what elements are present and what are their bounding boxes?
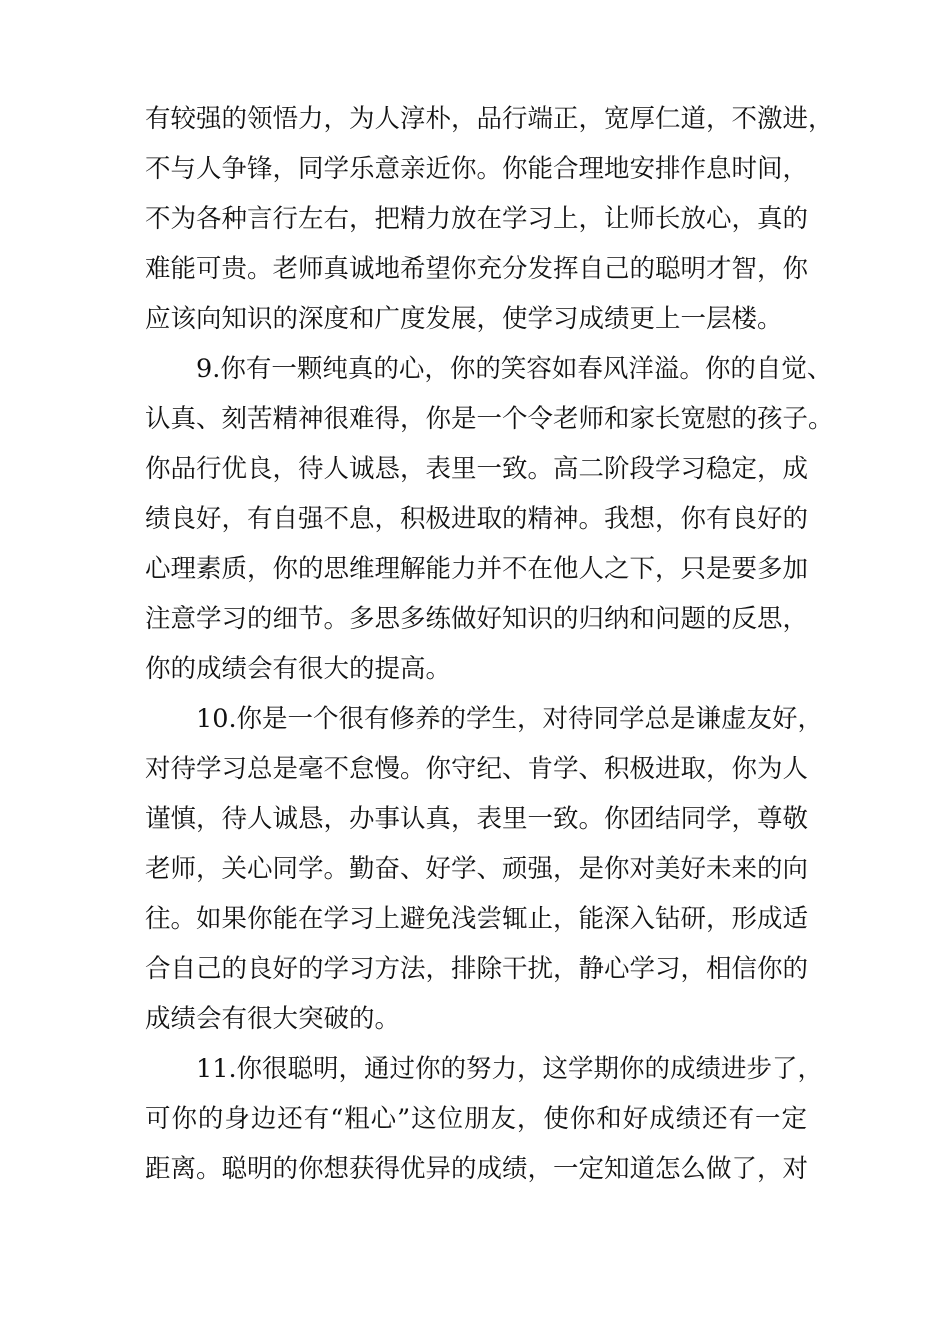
text-line: 注意学习的细节。多思多练做好知识的归纳和问题的反思，	[145, 604, 809, 634]
text-line: 合自己的良好的学习方法，排除干扰，静心学习，相信你的	[145, 954, 809, 984]
text-line: 老师，关心同学。勤奋、好学、顽强，是你对美好未来的向	[145, 854, 809, 884]
document-body	[145, 94, 834, 1194]
text-line: 你的成绩会有很大的提高。	[145, 654, 452, 684]
text-line: 心理素质，你的思维理解能力并不在他人之下，只是要多加	[145, 554, 809, 584]
text-line: 不为各种言行左右，把精力放在学习上，让师长放心，真的	[145, 204, 809, 234]
text-line: 应该向知识的深度和广度发展，使学习成绩更上一层楼。	[145, 304, 783, 334]
text-line: 有较强的领悟力，为人淳朴，品行端正，宽厚仁道，不激进，	[145, 104, 834, 134]
text-line: 绩良好，有自强不息，积极进取的精神。我想，你有良好的	[145, 504, 809, 534]
text-line: 谨慎，待人诚恳，办事认真，表里一致。你团结同学，尊敬	[145, 804, 809, 834]
paragraph-8-continued	[145, 94, 834, 344]
text-line: 难能可贵。老师真诚地希望你充分发挥自己的聪明才智，你	[145, 254, 809, 284]
paragraph-11	[145, 1044, 824, 1194]
paragraph-9	[145, 344, 834, 694]
text-line: 往。如果你能在学习上避免浅尝辄止，能深入钻研，形成适	[145, 904, 809, 934]
text-line: 距离。聪明的你想获得优异的成绩，一定知道怎么做了，对	[145, 1154, 809, 1184]
text-line: 11.你很聪明，通过你的努力，这学期你的成绩进步了，	[196, 1054, 824, 1084]
text-line: 9.你有一颗纯真的心，你的笑容如春风洋溢。你的自觉、	[196, 354, 833, 384]
text-line: 成绩会有很大突破的。	[145, 1004, 401, 1034]
text-line: 10.你是一个很有修养的学生，对待同学总是谦虚友好，	[196, 704, 824, 734]
text-line: 不与人争锋，同学乐意亲近你。你能合理地安排作息时间，	[145, 154, 809, 184]
text-line: 可你的身边还有“粗心”这位朋友，使你和好成绩还有一定	[145, 1104, 807, 1134]
text-line: 你品行优良，待人诚恳，表里一致。高二阶段学习稳定，成	[145, 454, 809, 484]
text-line: 对待学习总是毫不怠慢。你守纪、肯学、积极进取，你为人	[145, 754, 809, 784]
text-line: 认真、刻苦精神很难得，你是一个令老师和家长宽慰的孩子。	[145, 404, 834, 434]
paragraph-10	[145, 694, 824, 1044]
